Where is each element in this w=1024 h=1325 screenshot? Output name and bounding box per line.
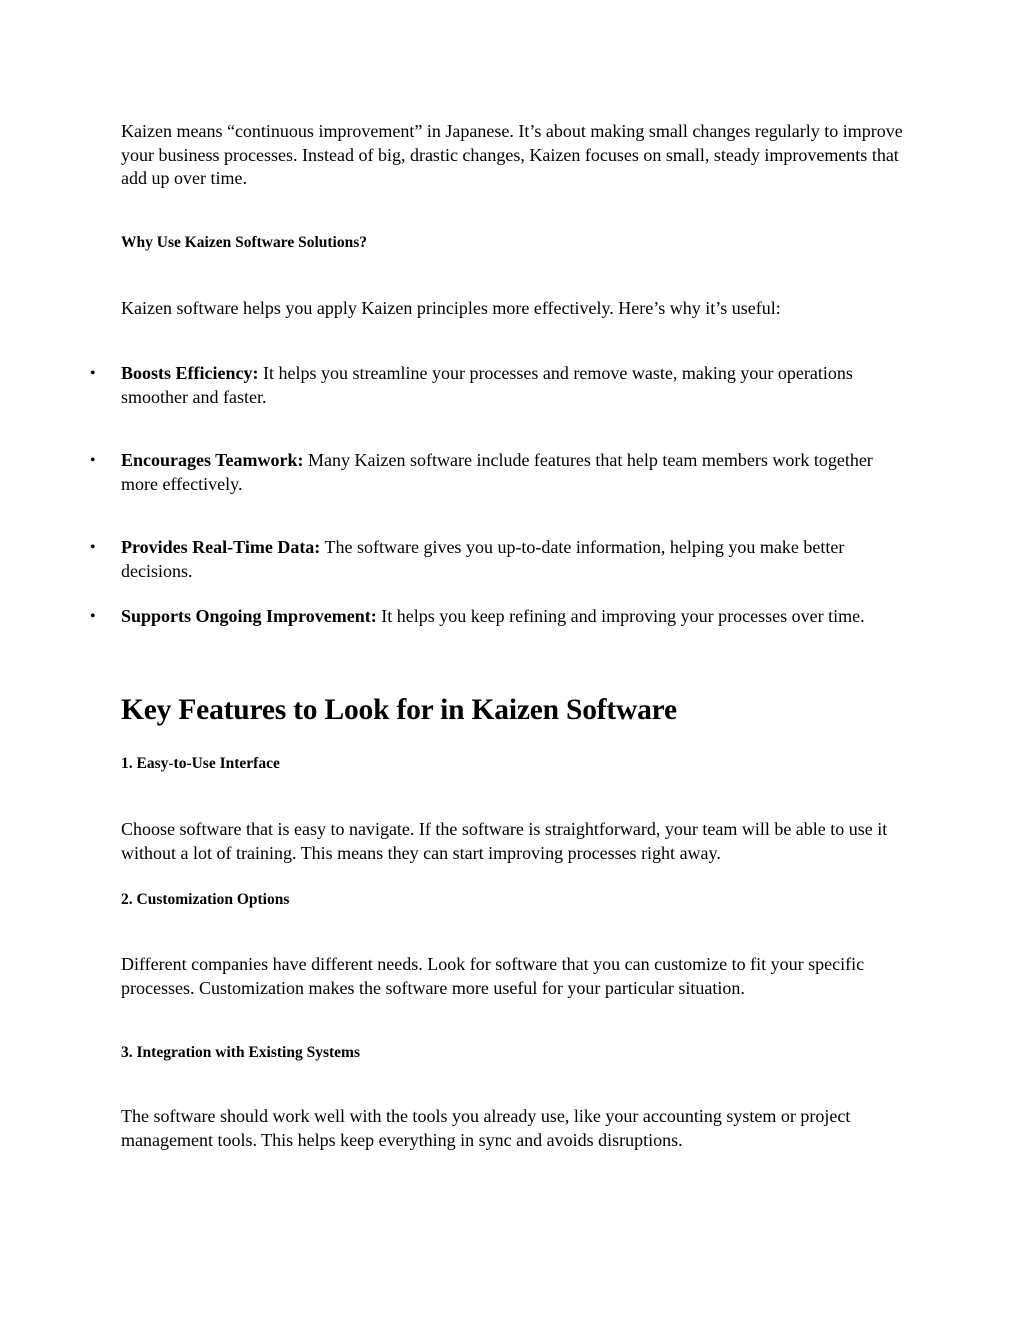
bullet-text: It helps you streamline your processes and remove waste, making your operations smoother and faster. xyxy=(121,363,853,407)
bullet-dot: • xyxy=(90,365,96,382)
bullet-text: It helps you keep refining and improving your processes over time. xyxy=(376,606,865,626)
bullet-list-item xyxy=(90,536,911,583)
feature-title: 1. Easy-to-Use Interface xyxy=(121,755,280,772)
bullet-text: The software gives you up-to-date information, helping you make better decisions. xyxy=(121,537,845,581)
bullet-title: Boosts Efficiency: xyxy=(121,363,259,383)
bullet-dot: • xyxy=(90,608,96,625)
bullet-list-item xyxy=(90,362,911,409)
bullet-list-item xyxy=(90,449,911,496)
bullet-text: Many Kaizen software include features that help team members work together more effectively. xyxy=(121,450,873,494)
feature-description: Different companies have different needs. Look for software that you can customize to fit your specific processes. Customization makes the software more useful for your particular situation. xyxy=(121,954,865,998)
bullet-list-item xyxy=(90,605,911,629)
bullet-title: Provides Real-Time Data: xyxy=(121,537,321,557)
bullet-dot: • xyxy=(90,452,96,469)
bullet-title: Encourages Teamwork: xyxy=(121,450,304,470)
feature-description: Choose software that is easy to navigate. If the software is straightforward, your team will be able to use it without a lot of training. This means they can start improving processes right away. xyxy=(121,819,888,863)
intro-paragraph: Kaizen means “continuous improvement” in Japanese. It’s about making small changes regularly to improve your business processes. Instead of big, drastic changes, Kaizen focuses on small, steady improvements that add up over time. xyxy=(121,121,903,188)
bullet-title: Supports Ongoing Improvement: xyxy=(121,606,377,626)
feature-title: 3. Integration with Existing Systems xyxy=(121,1044,360,1061)
bullet-dot: • xyxy=(90,539,96,556)
feature-title: 2. Customization Options xyxy=(121,891,290,908)
feature-description: The software should work well with the tools you already use, like your accounting system or project management tools. This helps keep everything in sync and avoids disruptions. xyxy=(121,1106,851,1150)
features-heading: Key Features to Look for in Kaizen Software xyxy=(121,694,677,726)
why-lead-paragraph: Kaizen software helps you apply Kaizen principles more effectively. Here’s why it’s useful: xyxy=(121,298,781,318)
why-heading: Why Use Kaizen Software Solutions? xyxy=(121,234,368,251)
